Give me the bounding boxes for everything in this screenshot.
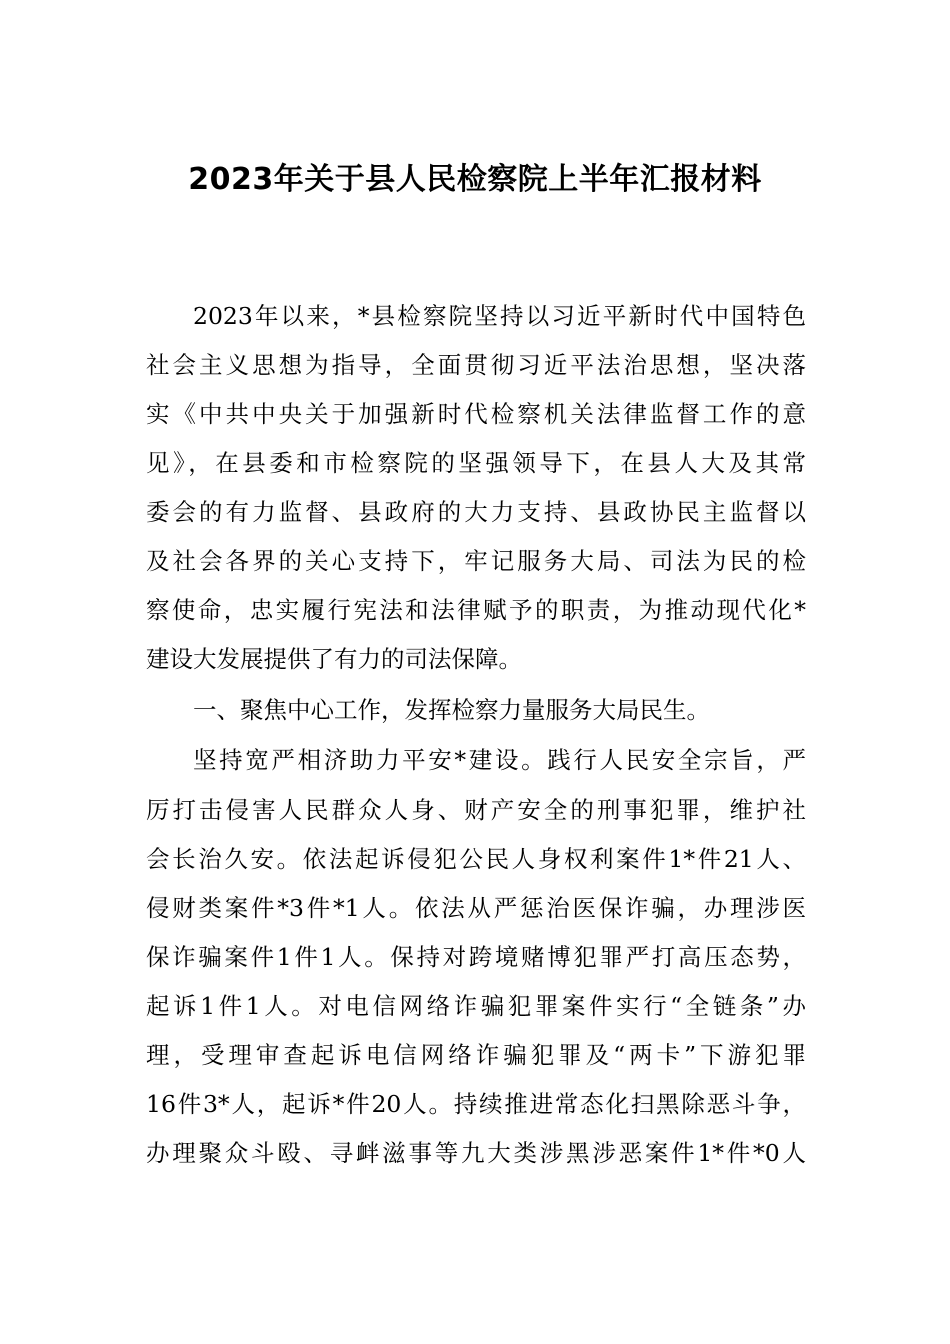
paragraph-line: 坚持宽严相济助力平安*建设。践行人民安全宗旨，严 <box>193 746 806 774</box>
paragraph-line: 社会主义思想为指导，全面贯彻习近平法治思想，坚决落 <box>146 351 806 379</box>
paragraph-line: 委会的有力监督、县政府的大力支持、县政协民主监督以 <box>146 498 806 526</box>
paragraph-line: 保诈骗案件1件1人。保持对跨境赌博犯罪严打高压态势， <box>146 943 806 971</box>
section-heading: 一、聚焦中心工作，发挥检察力量服务大局民生。 <box>193 696 710 724</box>
paragraph-line: 起诉1件1人。对电信网络诈骗犯罪案件实行“全链条”办 <box>146 992 806 1020</box>
paragraph-line: 及社会各界的关心支持下，牢记服务大局、司法为民的检 <box>146 547 806 575</box>
paragraph-line: 见》，在县委和市检察院的坚强领导下，在县人大及其常 <box>146 449 806 477</box>
paragraph-line: 16件3*人，起诉*件20人。持续推进常态化扫黑除恶斗争， <box>146 1090 806 1118</box>
paragraph-line: 厉打击侵害人民群众人身、财产安全的刑事犯罪，维护社 <box>146 796 806 824</box>
paragraph-line: 办理聚众斗殴、寻衅滋事等九大类涉黑涉恶案件1*件*0人 <box>146 1139 806 1167</box>
paragraph-line: 2023年以来，*县检察院坚持以习近平新时代中国特色 <box>193 302 806 330</box>
paragraph-line: 察使命，忠实履行宪法和法律赋予的职责，为推动现代化* <box>146 596 806 624</box>
document-title: 2023年关于县人民检察院上半年汇报材料 <box>188 162 762 197</box>
paragraph-line: 会长治久安。依法起诉侵犯公民人身权利案件1*件21人、 <box>146 845 806 873</box>
paragraph-line: 建设大发展提供了有力的司法保障。 <box>146 645 522 673</box>
paragraph-line: 实《中共中央关于加强新时代检察机关法律监督工作的意 <box>146 400 806 428</box>
paragraph-line: 理，受理审查起诉电信网络诈骗犯罪及“两卡”下游犯罪 <box>146 1041 806 1069</box>
paragraph-line: 侵财类案件*3件*1人。依法从严惩治医保诈骗，办理涉医 <box>146 894 806 922</box>
